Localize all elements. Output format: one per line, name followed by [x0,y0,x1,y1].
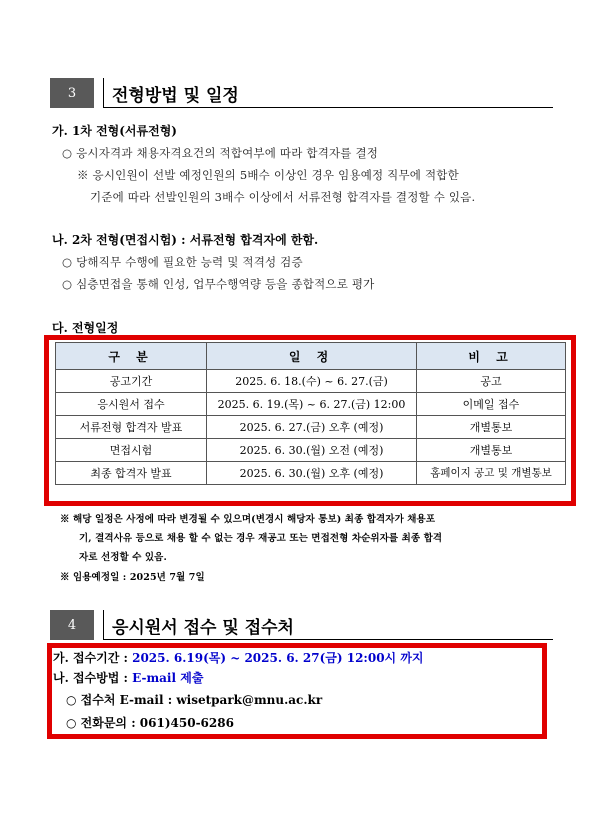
column-header: 구 분 [56,343,207,370]
table-cell: 2025. 6. 18.(수) ~ 6. 27.(금) [207,370,417,393]
column-header: 일 정 [207,343,417,370]
note-text: 기준에 따라 선발인원의 3배수 이상에서 서류전형 합격자를 결정할 수 있음. [90,190,476,204]
method-value: E-mail 제출 [132,671,204,685]
method-line [53,669,203,686]
list-item: ○ 응시자격과 채용자격요건의 적합여부에 따라 합격자를 결정 [62,146,379,160]
period-value: 2025. 6.19(목) ~ 2025. 6. 27(금) 12:00시 까지 [132,651,424,665]
table-cell: 2025. 6. 30.(월) 오전 (예정) [207,439,417,462]
table-cell: 홈페이지 공고 및 개별통보 [417,462,566,485]
table-cell: 2025. 6. 30.(월) 오후 (예정) [207,462,417,485]
table-cell: 개별통보 [417,439,566,462]
section-3-header [50,78,553,108]
table-cell: 이메일 접수 [417,393,566,416]
divider [103,610,104,640]
table-cell: 공고기간 [56,370,207,393]
note-text: ※ 응시인원이 선발 예정인원의 5배수 이상인 경우 임용예정 직무에 적합한 [77,168,459,182]
section-4-header [50,610,553,640]
table-cell: 2025. 6. 19.(목) ~ 6. 27.(금) 12:00 [207,393,417,416]
divider [103,639,553,640]
table-cell: 공고 [417,370,566,393]
list-item: ○ 당해직무 수행에 필요한 능력 및 적격성 검증 [62,255,303,269]
list-item: ○ 심층면접을 통해 인성, 업무수행역량 등을 종합적으로 평가 [62,277,375,291]
table-cell: 최종 합격자 발표 [56,462,207,485]
contact-email: ○ 접수처 E-mail : wisetpark@mnu.ac.kr [66,693,323,707]
section-number: 4 [50,610,94,640]
note-text: 자로 선정할 수 있음. [79,552,167,563]
method-label: 나. 접수방법 : [53,671,133,685]
subsection-heading: 다. 전형일정 [52,321,119,335]
table-cell: 응시원서 접수 [56,393,207,416]
subsection-heading: 나. 2차 전형(면접시험) : 서류전형 합격자에 한함. [52,233,319,247]
column-header: 비 고 [417,343,566,370]
divider [103,78,104,108]
table-cell: 개별통보 [417,416,566,439]
table-cell: 서류전형 합격자 발표 [56,416,207,439]
table-cell: 면접시험 [56,439,207,462]
table-cell: 2025. 6. 27.(금) 오후 (예정) [207,416,417,439]
note-text: 기, 결격사유 등으로 채용 할 수 없는 경우 재공고 또는 면접전형 차순위자를 최종 합격 [79,533,443,544]
divider [103,107,553,108]
subsection-heading: 가. 1차 전형(서류전형) [52,124,177,138]
note-text: ※ 해당 일정은 사정에 따라 변경될 수 있으며(변경시 해당자 통보) 최종 합격자가 채용포 [60,514,436,525]
section-title: 응시원서 접수 및 접수처 [112,618,294,638]
period-line [53,649,424,666]
period-label: 가. 접수기간 : [53,651,133,665]
highlight-box [44,335,576,506]
note-text: ※ 임용예정일 : 2025년 7월 7일 [60,572,205,583]
contact-phone: ○ 전화문의 : 061)450-6286 [66,716,234,730]
section-number: 3 [50,78,94,108]
section-title: 전형방법 및 일정 [112,86,239,106]
